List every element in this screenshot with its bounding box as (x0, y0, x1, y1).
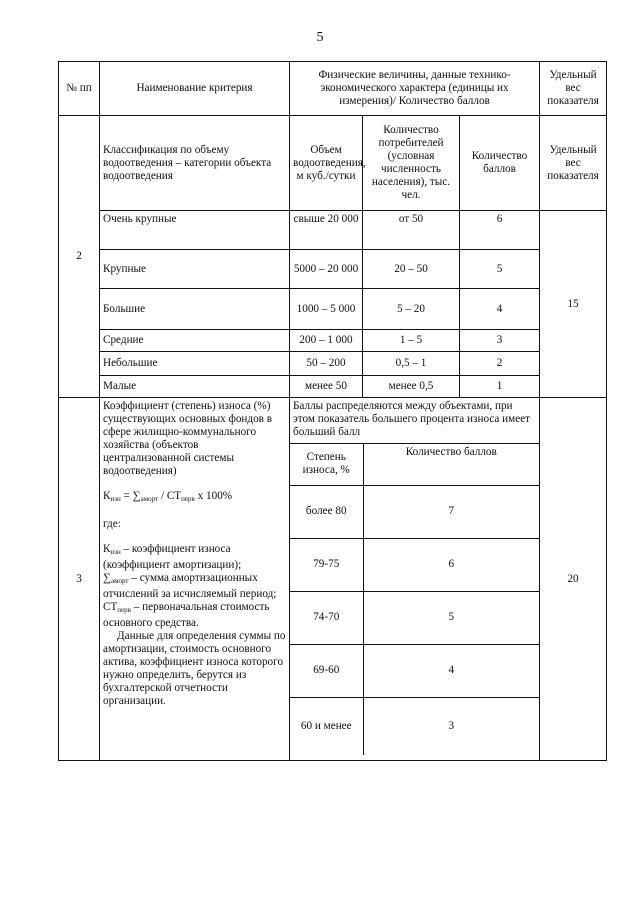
consumers-cell: 20 – 50 (363, 250, 460, 289)
section3-num: 3 (59, 398, 100, 761)
points-cell: 5 (363, 591, 539, 644)
category-cell: Средние (100, 330, 290, 352)
section2-col-weight: Удельный вес показателя (540, 116, 607, 211)
points-cell: 5 (460, 250, 540, 289)
definition-sum: $\sum_{аморт}$ – сумма амортизационных отчислений за исчисляемый период; (103, 572, 277, 600)
category-cell: Небольшие (100, 352, 290, 376)
page-number: 5 (316, 30, 324, 45)
distribution-note: Баллы распределяются между объектами, при этом показатель большего процента износа имеет больший балл (290, 398, 539, 443)
table-row (59, 330, 607, 352)
header-physical: Физические величины, данные технико-экономического характера (единицы их измерения)/ Количество баллов (290, 62, 540, 116)
table-row (59, 211, 607, 250)
wear-points-table (290, 398, 539, 755)
points-cell: 1 (460, 376, 540, 398)
consumers-cell: 5 – 20 (363, 289, 460, 330)
points-cell: 6 (363, 538, 539, 591)
points-cell: 2 (460, 352, 540, 376)
category-cell: Крупные (100, 250, 290, 289)
section3-note: Данные для определения суммы по амортизации, стоимость основного актива, коэффициент износа которого нужно определить, берутся из бухгалтерской отчетности организации. (103, 630, 286, 707)
points-cell: 3 (363, 697, 539, 755)
table-row (59, 376, 607, 398)
volume-cell: 200 – 1 000 (290, 330, 363, 352)
category-cell: Очень крупные (100, 211, 290, 250)
degree-cell: 74-70 (290, 591, 363, 644)
section3-criterion (100, 398, 290, 761)
points-cell: 4 (460, 289, 540, 330)
consumers-cell: 1 – 5 (363, 330, 460, 352)
points-cell: 4 (363, 644, 539, 697)
degree-cell: 79-75 (290, 538, 363, 591)
section2-header-row (59, 116, 607, 211)
consumers-cell: от 50 (363, 211, 460, 250)
consumers-cell: 0,5 – 1 (363, 352, 460, 376)
degree-cell: 60 и менее (290, 697, 363, 755)
section2-criterion: Классификация по объему водоотведения – категории объекта водоотведения (100, 116, 290, 211)
points-cell: 3 (460, 330, 540, 352)
col-degree: Степень износа, % (290, 443, 363, 485)
section3-criterion-title: Коэффициент (степень) износа (%) существующих основных фондов в сфере жилищно-коммунального хозяйства (объектов централизованной системы водоотведения) (103, 400, 273, 477)
points-cell: 6 (460, 211, 540, 250)
volume-cell: свыше 20 000 (290, 211, 363, 250)
definition-k: $К_{изн}$ – коэффициент износа (коэффициент амортизации); (103, 543, 242, 571)
category-cell: Большие (100, 289, 290, 330)
section3-weight: 20 (540, 398, 607, 761)
header-num: № пп (59, 62, 100, 116)
degree-cell: 69-60 (290, 644, 363, 697)
table-row (59, 250, 607, 289)
volume-cell: 5000 – 20 000 (290, 250, 363, 289)
header-weight: Удельный вес показателя (540, 62, 607, 116)
wear-formula: $К_{изн} = \sum_{аморт} / СТ_{перв}$ х 100% (103, 490, 233, 503)
section2-col-volume: Объем водоотведения, м куб./сутки (290, 116, 363, 211)
volume-cell: 1000 – 5 000 (290, 289, 363, 330)
degree-cell: более 80 (290, 485, 363, 538)
criteria-table (58, 61, 607, 761)
wear-points-block (290, 398, 540, 761)
section2-col-points: Количество баллов (460, 116, 540, 211)
col-points: Количество баллов (363, 443, 539, 485)
header-row (59, 62, 607, 116)
category-cell: Малые (100, 376, 290, 398)
points-cell: 7 (363, 485, 539, 538)
section2-col-consumers: Количество потребителей (условная численность населения), тыс. чел. (363, 116, 460, 211)
section2-weight: 15 (540, 211, 607, 398)
header-criterion: Наименование критерия (100, 62, 290, 116)
table-row (59, 289, 607, 330)
section3-row (59, 398, 607, 761)
volume-cell: 50 – 200 (290, 352, 363, 376)
consumers-cell: менее 0,5 (363, 376, 460, 398)
definition-st: $СТ_{перв}$ – первоначальная стоимость основного средства. (103, 601, 270, 629)
volume-cell: менее 50 (290, 376, 363, 398)
table-row (59, 352, 607, 376)
section2-num: 2 (59, 116, 100, 398)
where-label: где: (103, 518, 121, 530)
